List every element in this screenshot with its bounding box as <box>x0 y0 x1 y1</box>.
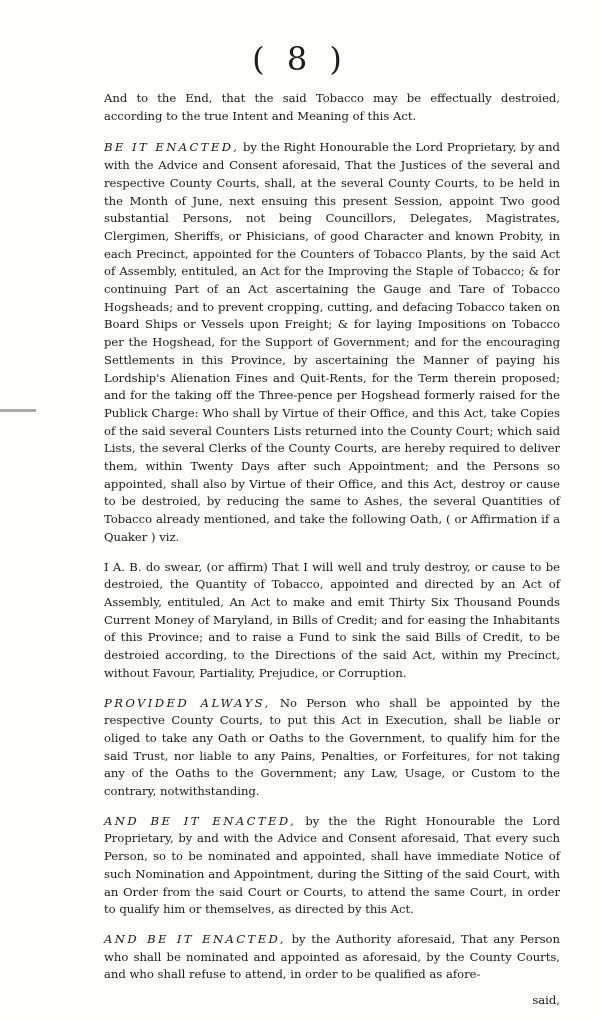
gutter-scan-mark <box>0 409 36 412</box>
paragraph-intro <box>104 90 560 125</box>
paragraph-enactment-justices <box>104 139 560 546</box>
paragraph-text: And to the End, that the said Tobacco may be effectually destroied, according to the true Intent and Meaning of this Act. <box>104 91 560 123</box>
paragraph-text: No Person who shall be appointed by the respective County Courts, to put this Act in Execution, shall be liable or oliged to take any Oath or Oaths to the Government, to qualify him for the said Trust, nor liable to any Pains, Penalties, or Forfeitures, for not taking any of the Oaths to the Government; any Law, Usage, or Custom to the contrary, notwithstanding. <box>104 695 560 799</box>
page-number: ( 8 ) <box>252 40 348 78</box>
paragraph-text: by the Right Honourable the Lord Proprietary, by and with the Advice and Consent aforesaid, That the Justices of the several and respective County Courts, shall, at the several County Courts, to be held in the Month of June, next ensuing this present Session, appoint Two good substantial Persons, not being Councillors, Delegates, Magistrates, Clergimen, Sheriffs, or Phisicians, of good Character and known Probity, in each Precinct, appointed for the Counters of Tobacco Plants, by the said Act of Assembly, entituled, an Act for the Improving the Staple of Tobacco; & for continuing Part of an Act ascertaining the Gauge and Tare of Tobacco Hogsheads; and to prevent cropping, cutting, and defacing Tobacco taken on Board Ships or Vessels upon Freight; & for laying Impositions on Tobacco per the Hogshead, for the Support of Government; and for the encouraging Settlements in this Province, by ascertaining the Manner of paying his Lordship's Alienation Fines and Quit-Rents, for the Term therein proposed; and for the taking off the Three-pence per Hogshead formerly raised for the Publick Charge: Who shall by Virtue of their Office, and this Act, take Copies of the said several Counters Lists returned into the County Court; which said Lists, the several Clerks of the County Courts, are hereby required to deliver them, within Twenty Days after such Appointment; and the Persons so appointed, shall also by Virtue of their Office, and this Act, destroy or cause to be destroied, by reducing the same to Ashes, the several Quantities of Tobacco already mentioned, and take the following Oath, ( or Affirmation if a Quaker ) viz. <box>104 140 560 544</box>
paragraph-text: by the Authority aforesaid, That any Person who shall be nominated and appointed as aforesaid, by the County Courts, and who shall refuse to attend, in order to be qualified as afore- <box>104 931 561 982</box>
paragraph-lead: PROVIDED ALWAYS, <box>104 695 271 710</box>
paragraph-lead: AND BE IT ENACTED, <box>104 813 297 828</box>
paragraph-enactment-refusal <box>104 931 560 984</box>
paragraph-enactment-notice <box>104 813 560 919</box>
paragraph-text: by the the Right Honourable the Lord Proprietary, by and with the Advice and Consent aforesaid, That every such Person, so to be nominated and appointed, shall have immediate Notice of such Nomination and Appointment, during the Sitting of the said Court, with an Order from the said Court or Courts, to attend the same Court, in order to qualify him or themselves, as directed by this Act. <box>104 813 560 917</box>
paragraph-text: I A. B. do swear, (or affirm) That I will well and truly destroy, or cause to be destroied, the Quantity of Tobacco, appointed and directed by an Act of Assembly, entituled, An Act to make and emit Thirty Six Thousand Pounds Current Money of Maryland, in Bills of Credit; and for easing the Inhabitants of this Province; and to raise a Fund to sink the said Bills of Credit, to be destroied according, to the Directions of the said Act, within my Precinct, without Favour, Partiality, Prejudice, or Corruption. <box>104 559 560 680</box>
paragraph-oath <box>104 559 560 683</box>
document-body <box>104 90 560 1010</box>
paragraph-lead: BE IT ENACTED, <box>104 140 240 155</box>
paragraph-proviso <box>104 695 560 801</box>
paragraph-lead: AND BE IT ENACTED, <box>104 931 286 946</box>
continuation-word: said, <box>532 993 560 1008</box>
